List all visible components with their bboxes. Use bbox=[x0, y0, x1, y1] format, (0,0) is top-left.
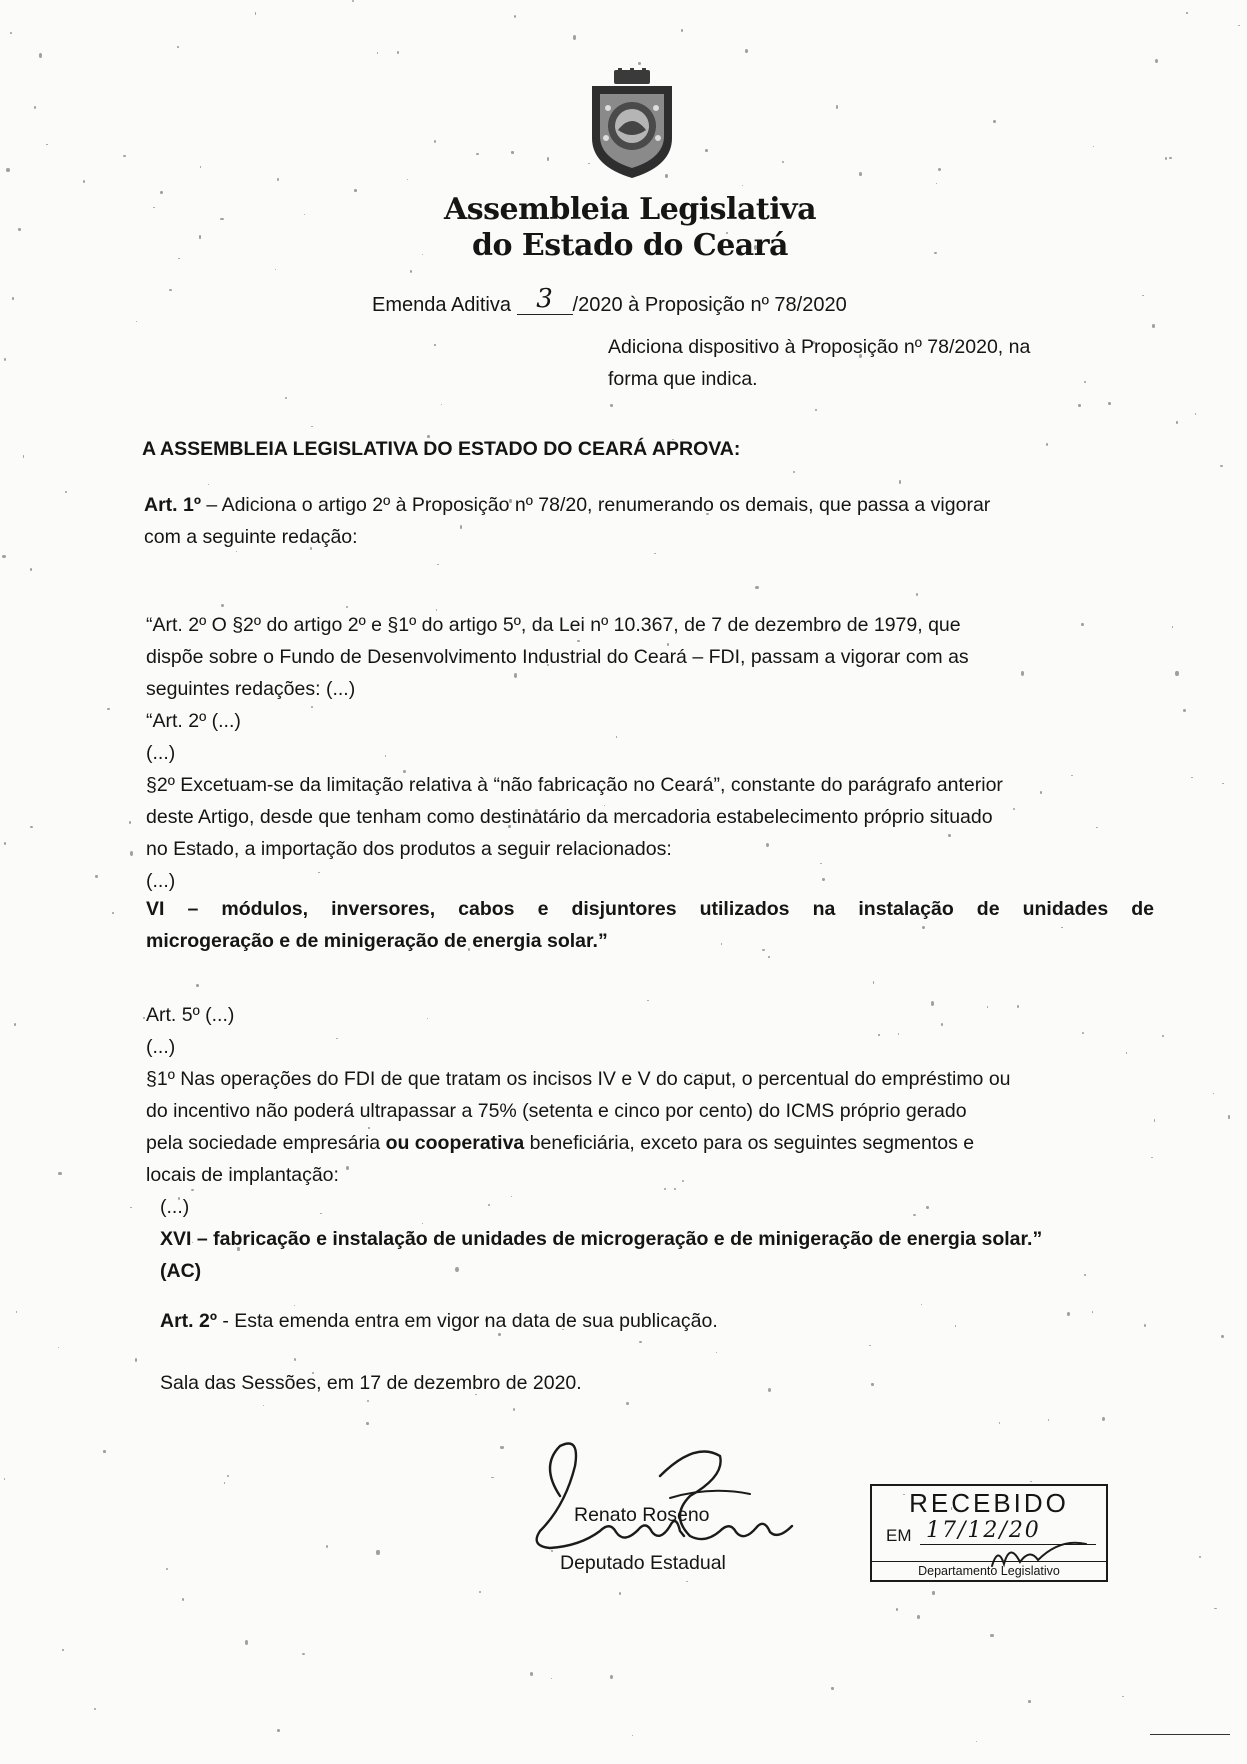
institution-name-line2: do Estado do Ceará bbox=[472, 228, 788, 263]
ellipsis: (...) bbox=[146, 870, 176, 892]
item-xvi: XVI – fabricação e instalação de unidades de microgeração e de minigeração de energia solar.” bbox=[160, 1228, 1043, 1250]
amendment-title-suffix: /2020 à Proposição nº 78/2020 bbox=[572, 294, 847, 316]
paragraph1-line-1: §1º Nas operações do FDI de que tratam os incisos IV e V do caput, o percentual do empréstimo ou bbox=[146, 1068, 1011, 1090]
summary-line-2: forma que indica. bbox=[608, 368, 758, 390]
institution-name-line1: Assembleia Legislativa bbox=[443, 192, 817, 227]
stamp-date-handwritten: 17/12/20 bbox=[926, 1518, 1041, 1543]
stamp-em-label: EM bbox=[886, 1526, 912, 1545]
paragraph1-line-3-start: pela sociedade empresária bbox=[146, 1132, 386, 1154]
amendment-number-handwritten: 3 bbox=[517, 284, 573, 315]
art2-text: - Esta emenda entra em vigor na data de sua publicação. bbox=[216, 1310, 718, 1332]
amendment-title bbox=[372, 284, 847, 319]
paragraph1-line-3-end: beneficiária, exceto para os seguintes segmentos e bbox=[524, 1132, 975, 1154]
quoted-intro-line-3: seguintes redações: (...) bbox=[146, 678, 356, 700]
summary-line-1: Adiciona dispositivo à Proposição nº 78/2020, na bbox=[608, 336, 1031, 358]
paragraph1-line-2: do incentivo não poderá ultrapassar a 75% (setenta e cinco por cento) do ICMS próprio gerado bbox=[146, 1100, 967, 1122]
state-coat-of-arms-icon bbox=[588, 68, 676, 180]
item-vi-line-2: microgeração e de minigeração de energia solar.” bbox=[146, 930, 608, 952]
approval-heading: A ASSEMBLEIA LEGISLATIVA DO ESTADO DO CEARÁ APROVA: bbox=[142, 438, 741, 460]
scan-edge-line bbox=[1150, 1734, 1230, 1735]
paragraph1-line-4: locais de implantação: bbox=[146, 1164, 339, 1186]
received-stamp bbox=[870, 1484, 1108, 1582]
art2-line bbox=[160, 1310, 718, 1333]
paragraph1-line-3 bbox=[146, 1132, 974, 1155]
handwritten-signature bbox=[520, 1436, 820, 1566]
ellipsis: (...) bbox=[146, 742, 176, 764]
art1-line-1 bbox=[144, 494, 990, 517]
quoted-intro-line-1: “Art. 2º O §2º do artigo 2º e §1º do artigo 5º, da Lei nº 10.367, de 7 de dezembro de 1979, que bbox=[146, 614, 961, 636]
quoted-art2-label: “Art. 2º (...) bbox=[146, 710, 241, 732]
paragraph1-line-3-bold: ou cooperativa bbox=[385, 1132, 525, 1154]
closing-place-date: Sala das Sessões, em 17 de dezembro de 2020. bbox=[160, 1372, 582, 1394]
stamp-department: Departamento Legislativo bbox=[872, 1561, 1106, 1580]
stamp-title: RECEBIDO bbox=[909, 1488, 1069, 1518]
signatory-role: Deputado Estadual bbox=[560, 1552, 726, 1574]
signatory-name: Renato Roseno bbox=[574, 1504, 710, 1526]
addition-marker: (AC) bbox=[160, 1260, 202, 1282]
art2-label: Art. 2º bbox=[160, 1310, 217, 1332]
paragraph2-line-3: no Estado, a importação dos produtos a seguir relacionados: bbox=[146, 838, 672, 860]
ellipsis: (...) bbox=[160, 1196, 190, 1218]
art1-line-2: com a seguinte redação: bbox=[144, 526, 358, 548]
paragraph2-line-2: deste Artigo, desde que tenham como destinatário da mercadoria estabelecimento próprio situado bbox=[146, 806, 993, 828]
art1-label: Art. 1º bbox=[144, 494, 201, 516]
quoted-art5-label: Art. 5º (...) bbox=[146, 1004, 235, 1026]
ellipsis: (...) bbox=[146, 1036, 176, 1058]
quoted-intro-line-2: dispõe sobre o Fundo de Desenvolvimento Industrial do Ceará – FDI, passam a vigorar com as bbox=[146, 646, 969, 668]
amendment-title-prefix: Emenda Aditiva bbox=[372, 294, 511, 316]
item-vi-line-1: VI – módulos, inversores, cabos e disjuntores utilizados na instalação de unidades de bbox=[146, 898, 1154, 920]
paragraph2-line-1: §2º Excetuam-se da limitação relativa à “não fabricação no Ceará”, constante do parágrafo anterior bbox=[146, 774, 1003, 796]
art1-text: – Adiciona o artigo 2º à Proposição nº 78/20, renumerando os demais, que passa a vigorar bbox=[200, 494, 991, 516]
